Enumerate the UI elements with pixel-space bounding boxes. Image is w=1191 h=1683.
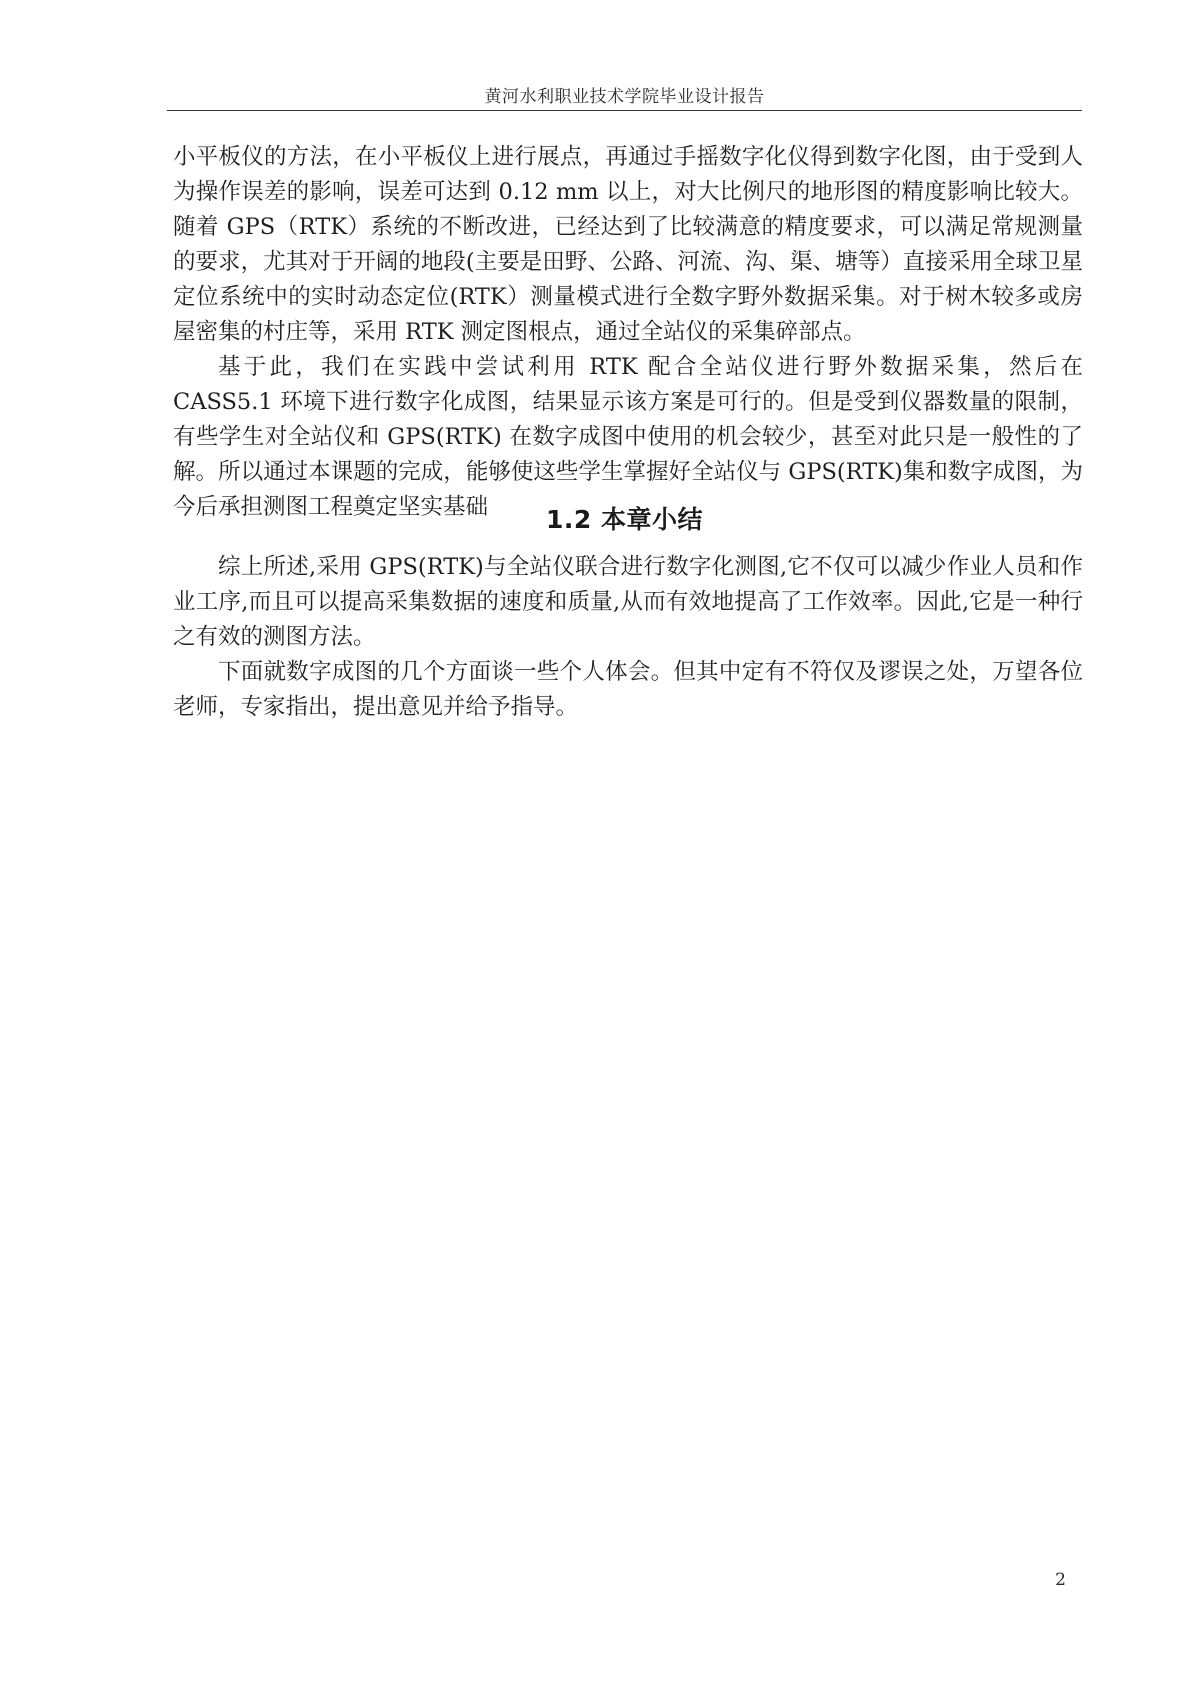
summary-text-block: [173, 550, 1083, 725]
page-header-title: 黄河水利职业技术学院毕业设计报告: [484, 87, 765, 107]
body-paragraph: 基于此，我们在实践中尝试利用 RTK 配合全站仪进行野外数据采集，然后在 CASS5.1 环境下进行数字化成图，结果显示该方案是可行的。但是受到仪器数量的限制，有些学生对全站仪和 GPS(RTK) 在数字成图中使用的机会较少，甚至对此只是一般性的了解。所以通过本课题的完成，能够使这些学生掌握好全站仪与 GPS(RTK)集和数字成图，为今后承担测图工程奠定坚实基础: [173, 354, 1083, 520]
section-heading: 1.2 本章小结: [546, 505, 703, 534]
body-paragraph: 小平板仪的方法，在小平板仪上进行展点，再通过手摇数字化仪得到数字化图，由于受到人为操作误差的影响，误差可达到 0.12 mm 以上，对大比例尺的地形图的精度影响比较大。随着 GPS（RTK）系统的不断改进，已经达到了比较满意的精度要求，可以满足常规测量的要求，尤其对于开阔的地段(主要是田野、公路、河流、沟、渠、塘等）直接采用全球卫星定位系统中的实时动态定位(RTK）测量模式进行全数字野外数据采集。对于树木较多或房屋密集的村庄等，采用 RTK 测定图根点，通过全站仪的采集碎部点。: [173, 144, 1083, 345]
body-paragraph: 下面就数字成图的几个方面谈一些个人体会。但其中定有不符仅及谬误之处，万望各位老师，专家指出，提出意见并给予指导。: [173, 659, 1083, 720]
page-number: 2: [1055, 1570, 1066, 1590]
intro-text-block: [173, 140, 1083, 525]
body-paragraph: 综上所述,采用 GPS(RTK)与全站仪联合进行数字化测图,它不仅可以减少作业人员和作业工序,而且可以提高采集数据的速度和质量,从而有效地提高了工作效率。因此,它是一种行之有效的测图方法。: [173, 554, 1083, 650]
header-divider: [167, 110, 1082, 111]
